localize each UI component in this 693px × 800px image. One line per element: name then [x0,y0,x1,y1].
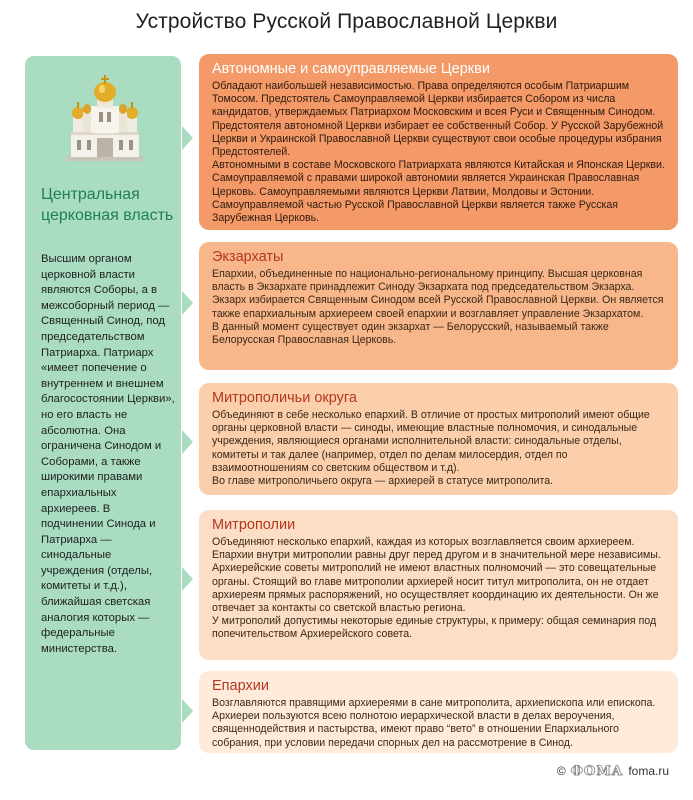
footer [557,761,669,781]
section-title: Митрополии [212,517,296,533]
section-exarchates [199,242,678,370]
central-authority-panel [25,56,181,750]
section-metropolitan-districts [199,383,678,495]
page-title: Устройство Русской Православной Церкви [135,10,558,33]
arrow-icon [182,699,193,723]
foma-logo: ФОМА [570,763,624,779]
section-title: Епархии [212,678,269,694]
section-title: Автономные и самоуправляемые Церкви [212,61,490,77]
site-link[interactable]: foma.ru [628,764,669,778]
arrow-icon [182,291,193,315]
central-authority-text: Высшим органом церковной власти являются Соборы, а в межсоборный период — Священный Синод, под председательством Патриарха. Патриарх «имеет попечение о внутреннем и внешнем благосостоянии Церкви», но его власть не абсолютна. Она ограничена Синодом и Соборами, а также широкими правами епархиальных архиереев. В подчинении Синода и Патриарха — синодальные учреждения (отделы, комитеты и т.д.), ближайшая светская аналогия которых — федеральные министерства. [41,253,175,655]
section-text: Обладают наибольшей независимостью. Права определяются особым Патриаршим Томосом. Предстоятель Самоуправляемой Церкви избирается Собором из числа кандидатов, утверждаемых Патриархом Московским и всея Руси и Священным Синодом. Предстоятеля автономной Церкви избирает ее собственный Собор. У Русской Зарубежной Церкви и Украинской Православной Церкви существуют свои особые процедуры избрания Предстоятелей. Автономными в составе Московского Патриархата являются Китайская и Японская Церкви. Самоуправляемой с правами широкой автономии является Украинская Православная Церковь. Самоуправляемыми являются Церкви Латвии, Молдовы и Эстонии. Самоуправляемой частью Русской Православной Церкви является также Русская Зарубежная Церковь. [212,80,665,225]
section-text: Объединяют в себе несколько епархий. В отличие от простых митрополий имеют общие органы церковной власти — синоды, имеющие властные полномочия, и синодальные учреждения, являющиеся органами исполнительной власти: синодальные отделы, комитеты и так далее (например, отдел по делам милосердия, отдел по взаимоотношениям со светским обществом и т.д). Во главе митрополичьего округа — архиерей в статусе митрополита. [212,409,650,488]
section-text: Возглавляются правящими архиереями в сане митрополита, архиепископа или епископа. Архиереи пользуются всею полнотою иерархической власти в делах вероучения, священнодействия и пастырства, имеют право “вето” в отношении Епархиального собрания, при условии передачи спорных дел на рассмотрение в Синод. [212,697,656,749]
section-title: Экзархаты [212,249,284,265]
section-autonomous-churches [199,54,678,230]
copyright-sign: © [556,764,566,778]
section-text: Объединяют несколько епархий, каждая из которых возглавляется своим архиереем. Епархии внутри митрополии равны друг перед другом и в значительной мере независимы. Архиерейские советы митрополий не имеют властных полномочий — это совещательные органы. Стоящий во главе митрополии архиерей носит титул митрополита, он не отдает архиереям прямых распоряжений, но осуществляет координацию их деятельности. Он же отвечает за контакты со светской властью региона. У митрополий допустимы некоторые единые структуры, к примеру: общая семинария под попечительством Архиерейского совета. [212,536,661,641]
arrow-icon [182,567,193,591]
section-metropolises [199,510,678,660]
section-text: Епархии, объединенные по национально-региональному принципу. Высшая церковная власть в Экзархате принадлежит Синоду Экзархата под председательством Экзарха. Экзарх избирается Священным Синодом всей Русской Православной Церкви. Он является также епархиальным архиереем своей епархии и возглавляет управление Экзархатом. В данный момент существует один экзархат — Белорусский, называемый также Белорусская Православная Церковь. [212,268,664,347]
section-eparchies [199,671,678,753]
central-authority-title: Центральная церковная власть [41,186,174,224]
section-title: Митрополичьи округа [212,390,357,406]
cathedral-icon [61,72,149,164]
arrow-icon [182,126,193,150]
arrow-icon [182,430,193,454]
